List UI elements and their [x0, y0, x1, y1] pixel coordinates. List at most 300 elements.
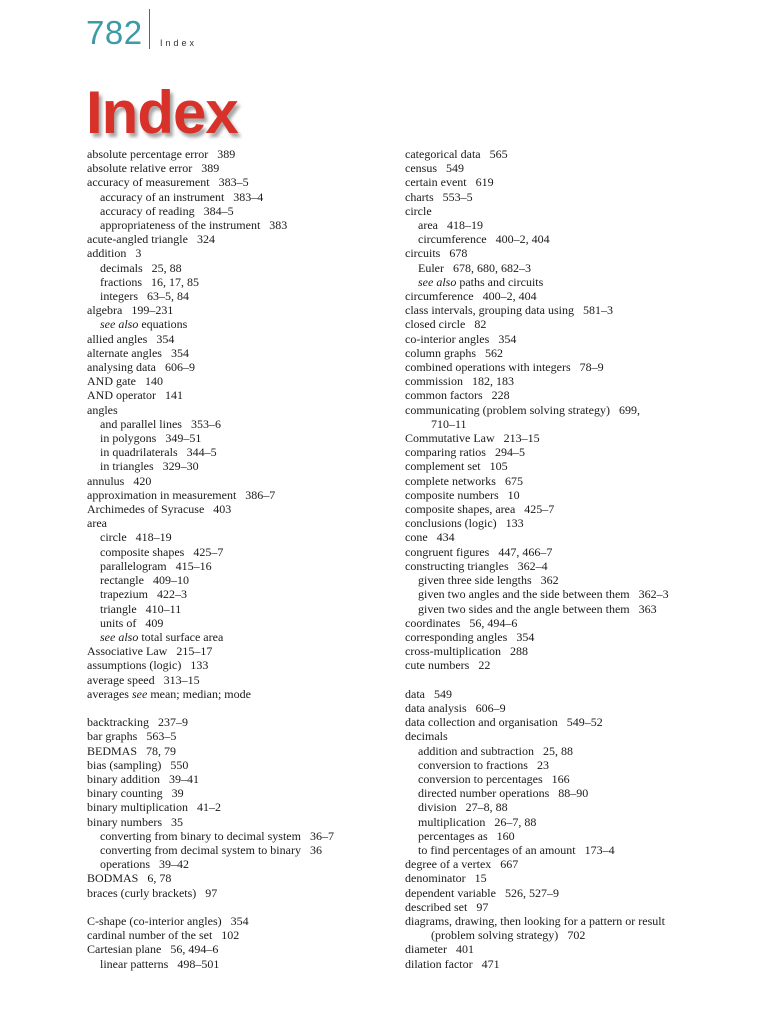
index-term: and parallel lines: [100, 416, 182, 431]
index-term: constructing triangles: [405, 558, 509, 573]
index-term: BEDMAS: [87, 743, 138, 758]
index-term: corresponding angles: [405, 629, 508, 644]
index-pages: 39–42: [159, 857, 189, 872]
index-entry: [87, 147, 387, 161]
index-pages: 619: [475, 175, 494, 190]
index-term: data collection and organisation: [405, 715, 558, 730]
index-entry: [87, 388, 387, 402]
index-entry: [87, 275, 387, 289]
index-pages: 41–2: [196, 800, 221, 815]
index-pages: 97: [476, 899, 489, 914]
index-term: decimals: [405, 729, 448, 744]
index-entry: [87, 488, 387, 502]
index-entry: [405, 303, 705, 317]
index-term: assumptions (logic): [87, 658, 182, 673]
index-pages: 353–6: [190, 416, 221, 431]
index-pages: 562: [485, 345, 503, 360]
index-entry: [87, 616, 387, 630]
index-entry: [405, 502, 705, 516]
index-pages: 678, 680, 682–3: [453, 260, 531, 275]
index-term: trapezium: [100, 587, 148, 602]
index-term: Euler: [418, 260, 444, 275]
index-pages: 362–3: [638, 587, 669, 602]
index-entry: [87, 758, 387, 772]
index-term: percentages as: [418, 828, 488, 843]
index-entry: [87, 914, 387, 928]
index-term: composite shapes, area: [405, 502, 516, 517]
index-pages: 389: [201, 161, 220, 176]
index-entry: [87, 843, 387, 857]
see-label: see: [131, 686, 148, 701]
index-term: Cartesian plane: [87, 942, 162, 957]
index-entry: [87, 673, 387, 687]
index-pages: 363: [638, 601, 657, 616]
index-term: communicating (problem solving strategy): [405, 402, 610, 417]
index-entry: [405, 701, 705, 715]
index-entry: [405, 488, 705, 502]
index-term: linear patterns: [100, 956, 169, 971]
index-entry: [405, 715, 705, 729]
index-term: binary addition: [87, 771, 160, 786]
index-entry: [405, 573, 705, 587]
index-pages: 349–51: [165, 431, 202, 446]
index-term: class intervals, grouping data using: [405, 303, 574, 318]
index-pages: 329–30: [162, 459, 199, 474]
index-term: circumference: [418, 232, 487, 247]
index-term: rectangle: [100, 573, 144, 588]
index-pages: 471: [481, 956, 500, 971]
index-pages: 173–4: [584, 842, 615, 857]
index-term: units of: [100, 615, 137, 630]
index-pages: 354: [498, 331, 517, 346]
index-entry: [87, 261, 387, 275]
index-entry: [405, 190, 705, 204]
index-pages: 199–231: [131, 303, 174, 318]
index-pages: 160: [496, 828, 515, 843]
index-entry: [87, 658, 387, 672]
index-term: multiplication: [418, 814, 486, 829]
index-term: charts: [405, 189, 434, 204]
index-entry: [405, 474, 705, 488]
index-pages: 667: [500, 857, 519, 872]
index-term: denominator: [405, 871, 466, 886]
index-term: described set: [405, 899, 468, 914]
see-also-label: see also: [418, 274, 457, 289]
index-pages: 383–4: [233, 189, 264, 204]
index-pages: 36–7: [309, 828, 334, 843]
index-term: column graphs: [405, 345, 476, 360]
index-pages: 36: [309, 842, 322, 857]
index-pages: 25, 88: [542, 743, 573, 758]
index-entry: [87, 403, 387, 417]
index-entry: [405, 431, 705, 445]
index-entry: [87, 800, 387, 814]
index-term: Associative Law: [87, 644, 168, 659]
index-entry: [87, 431, 387, 445]
index-term: to find percentages of an amount: [418, 842, 576, 857]
index-entry: [405, 914, 705, 928]
index-entry: [405, 403, 705, 417]
index-pages: 26–7, 88: [494, 814, 537, 829]
index-term: area: [418, 218, 438, 233]
index-term: coordinates: [405, 615, 461, 630]
index-term: categorical data: [405, 147, 481, 161]
index-section-gap: [405, 673, 705, 687]
index-pages: 563–5: [146, 729, 177, 744]
see-also-label: see also: [100, 629, 139, 644]
index-term: braces (curly brackets): [87, 885, 197, 900]
index-entry: [405, 545, 705, 559]
index-term: common factors: [405, 388, 483, 403]
index-entry: [405, 559, 705, 573]
index-entry: [87, 815, 387, 829]
index-entry: [405, 417, 705, 431]
index-entry: [87, 516, 387, 530]
index-pages: 699,: [618, 402, 640, 417]
index-entry: [405, 786, 705, 800]
index-term: in quadrilaterals: [100, 445, 178, 460]
index-pages: 403: [213, 502, 232, 517]
index-entry: [87, 559, 387, 573]
index-entry: [405, 218, 705, 232]
index-entry: [405, 332, 705, 346]
index-pages: 166: [551, 771, 570, 786]
index-term: closed circle: [405, 317, 466, 332]
index-term: C-shape (co-interior angles): [87, 913, 222, 928]
index-entry: [405, 800, 705, 814]
index-entry: [405, 246, 705, 260]
index-term: cross-multiplication: [405, 644, 501, 659]
index-entry: [87, 928, 387, 942]
index-term: degree of a vertex: [405, 857, 492, 872]
index-entry: [405, 289, 705, 303]
index-entry: [87, 545, 387, 559]
index-term: cone: [405, 530, 428, 545]
index-entry: [87, 786, 387, 800]
index-term: fractions: [100, 274, 142, 289]
index-pages: 362: [540, 573, 559, 588]
index-term: absolute relative error: [87, 161, 193, 176]
index-term: data analysis: [405, 700, 467, 715]
index-pages: 354: [230, 913, 249, 928]
index-entry: [87, 190, 387, 204]
index-pages: 313–15: [163, 672, 200, 687]
index-entry: [405, 388, 705, 402]
index-pages: 39–41: [168, 771, 199, 786]
index-term: alternate angles: [87, 345, 162, 360]
index-term: combined operations with integers: [405, 360, 571, 375]
index-pages: 526, 527–9: [504, 885, 559, 900]
index-section-gap: [87, 701, 387, 715]
index-pages: 447, 466–7: [498, 544, 553, 559]
index-pages: 606–9: [475, 700, 506, 715]
index-term: analysing data: [87, 360, 156, 375]
index-entry: [87, 729, 387, 743]
index-term: cute numbers: [405, 658, 470, 673]
index-pages: 102: [221, 928, 240, 943]
index-entry: [87, 687, 387, 701]
index-term: backtracking: [87, 715, 149, 730]
index-term: in polygons: [100, 431, 157, 446]
index-term: certain event: [405, 175, 467, 190]
index-pages: 105: [489, 459, 508, 474]
index-pages: 15: [474, 871, 487, 886]
index-term: data: [405, 686, 425, 701]
index-pages: 25, 88: [151, 260, 182, 275]
index-pages: 410–11: [145, 601, 182, 616]
index-pages: 27–8, 88: [465, 800, 508, 815]
index-entry: [405, 758, 705, 772]
index-term: angles: [87, 402, 118, 417]
index-entry: [405, 843, 705, 857]
index-pages: 133: [190, 658, 209, 673]
index-pages: 82: [474, 317, 487, 332]
index-entry: [87, 317, 387, 331]
index-pages: 354: [156, 331, 175, 346]
index-entry: [405, 658, 705, 672]
index-entry: [87, 332, 387, 346]
index-pages: 344–5: [186, 445, 217, 460]
index-entry: [87, 530, 387, 544]
header-divider: [149, 9, 150, 49]
index-entry: [405, 175, 705, 189]
index-pages: 88–90: [558, 786, 589, 801]
index-entry: [87, 715, 387, 729]
index-entry: [87, 289, 387, 303]
index-term: bias (sampling): [87, 757, 162, 772]
index-entry: [87, 175, 387, 189]
index-pages: 710–11: [431, 416, 467, 431]
index-term: complement set: [405, 459, 481, 474]
index-pages: 288: [509, 644, 528, 659]
index-entry: [405, 530, 705, 544]
index-term: co-interior angles: [405, 331, 490, 346]
index-entry: [87, 161, 387, 175]
index-term: complete networks: [405, 473, 496, 488]
index-term: binary numbers: [87, 814, 162, 829]
index-pages: 56, 494–6: [469, 615, 518, 630]
index-entry: [87, 445, 387, 459]
index-term: in triangles: [100, 459, 154, 474]
index-term: circumference: [405, 289, 474, 304]
index-entry: [405, 815, 705, 829]
index-entry: [87, 360, 387, 374]
index-entry: [405, 957, 705, 971]
index-entry: [87, 374, 387, 388]
index-pages: 354: [170, 345, 189, 360]
index-term: parallelogram: [100, 558, 167, 573]
index-term: paths and circuits: [459, 274, 544, 289]
index-term: binary multiplication: [87, 800, 188, 815]
index-pages: 354: [516, 629, 535, 644]
index-entry: [87, 232, 387, 246]
index-section-gap: [87, 900, 387, 914]
index-pages: 294–5: [494, 445, 525, 460]
index-pages: 418–19: [135, 530, 172, 545]
index-pages: 78–9: [579, 360, 604, 375]
index-pages: 425–7: [524, 502, 555, 517]
index-entry: [405, 644, 705, 658]
index-pages: 63–5, 84: [147, 289, 189, 304]
index-entry: [405, 630, 705, 644]
index-pages: 97: [205, 885, 218, 900]
index-term: total surface area: [141, 629, 224, 644]
index-pages: 389: [217, 147, 236, 161]
index-pages: 386–7: [245, 487, 276, 502]
index-term: given two angles and the side between them: [418, 587, 630, 602]
index-pages: 22: [478, 658, 491, 673]
index-term: diagrams, drawing, then looking for a pattern or result: [405, 913, 665, 928]
index-pages: 237–9: [157, 715, 188, 730]
index-term: diameter: [405, 942, 447, 957]
index-pages: 678: [449, 246, 468, 261]
index-term: decimals: [100, 260, 143, 275]
index-term: binary counting: [87, 786, 163, 801]
index-pages: 553–5: [442, 189, 473, 204]
index-term: absolute percentage error: [87, 147, 209, 161]
index-pages: 675: [504, 473, 523, 488]
running-head: Index: [160, 38, 198, 48]
index-entry: [87, 459, 387, 473]
index-entry: [87, 573, 387, 587]
index-term: BODMAS: [87, 871, 139, 886]
index-entry: [405, 744, 705, 758]
index-entry: [405, 232, 705, 246]
index-entry: [87, 829, 387, 843]
index-column-right: [405, 147, 705, 971]
index-entry: [87, 857, 387, 871]
index-term: triangle: [100, 601, 137, 616]
index-entry: [87, 644, 387, 658]
index-pages: 56, 494–6: [170, 942, 219, 957]
index-pages: 565: [489, 147, 508, 161]
index-pages: 498–501: [177, 956, 220, 971]
index-term: operations: [100, 857, 150, 872]
index-pages: 400–2, 404: [495, 232, 550, 247]
index-pages: 549–52: [566, 715, 603, 730]
index-term: algebra: [87, 303, 123, 318]
index-pages: 418–19: [446, 218, 483, 233]
index-entry: [87, 744, 387, 758]
see-also-label: see also: [100, 317, 139, 332]
index-entry: [405, 445, 705, 459]
index-pages: 324: [196, 232, 215, 247]
index-entry: [405, 928, 705, 942]
index-term: commission: [405, 374, 464, 389]
index-term: acute-angled triangle: [87, 232, 188, 247]
index-term: comparing ratios: [405, 445, 486, 460]
index-term: annulus: [87, 473, 125, 488]
index-term: Archimedes of Syracuse: [87, 502, 205, 517]
index-pages: 702: [567, 928, 586, 943]
index-entry: [87, 417, 387, 431]
index-entry: [405, 729, 705, 743]
page-number: 782: [86, 14, 143, 51]
index-pages: 35: [170, 814, 183, 829]
index-entry: [405, 147, 705, 161]
index-entry: [405, 374, 705, 388]
index-entry: [87, 246, 387, 260]
index-pages: 16, 17, 85: [150, 274, 199, 289]
index-term: AND gate: [87, 374, 136, 389]
index-pages: 383–5: [218, 175, 249, 190]
index-pages: 400–2, 404: [482, 289, 537, 304]
index-entry: [405, 516, 705, 530]
index-term: dependent variable: [405, 885, 496, 900]
index-term: division: [418, 800, 457, 815]
index-entry: [405, 602, 705, 616]
index-term: bar graphs: [87, 729, 138, 744]
index-term: accuracy of an instrument: [100, 189, 225, 204]
index-entry: [87, 204, 387, 218]
index-term: congruent figures: [405, 544, 490, 559]
index-term: circle: [100, 530, 127, 545]
index-pages: 384–5: [203, 203, 234, 218]
index-pages: 228: [491, 388, 510, 403]
index-pages: 415–16: [175, 558, 212, 573]
index-column-left: [87, 147, 387, 971]
index-entry: [87, 630, 387, 644]
index-entry: [87, 587, 387, 601]
index-entry: [87, 772, 387, 786]
index-entry: [405, 346, 705, 360]
index-entry: [405, 772, 705, 786]
index-pages: 3: [135, 246, 142, 261]
index-term: approximation in measurement: [87, 487, 237, 502]
index-pages: 401: [455, 942, 474, 957]
index-term: addition: [87, 246, 127, 261]
index-term: dilation factor: [405, 956, 473, 971]
index-term: (problem solving strategy): [431, 928, 559, 943]
index-entry: [405, 942, 705, 956]
index-entry: [87, 474, 387, 488]
index-term: area: [87, 516, 107, 531]
index-pages: 550: [170, 757, 189, 772]
index-entry: [405, 204, 705, 218]
index-entry: [405, 829, 705, 843]
index-term: average speed: [87, 672, 155, 687]
index-entry: [87, 602, 387, 616]
index-entry: [87, 218, 387, 232]
index-entry: [87, 346, 387, 360]
index-pages: 549: [446, 161, 464, 176]
index-pages: 422–3: [156, 587, 187, 602]
index-term: allied angles: [87, 331, 148, 346]
index-term: conversion to fractions: [418, 757, 528, 772]
index-term: conclusions (logic): [405, 516, 497, 531]
index-entry: [405, 900, 705, 914]
index-pages: 78, 79: [146, 743, 177, 758]
index-pages: 39: [171, 786, 184, 801]
index-term: conversion to percentages: [418, 771, 543, 786]
index-entry: [405, 317, 705, 331]
index-term: given three side lengths: [418, 573, 532, 588]
index-entry: [405, 261, 705, 275]
index-entry: [405, 360, 705, 374]
index-pages: 140: [144, 374, 163, 389]
index-entry: [405, 161, 705, 175]
index-pages: 182, 183: [472, 374, 515, 389]
index-pages: 23: [536, 757, 549, 772]
index-pages: 213–15: [503, 431, 540, 446]
index-term: averages: [87, 686, 129, 701]
index-entry: [87, 502, 387, 516]
index-term: converting from binary to decimal system: [100, 828, 301, 843]
index-pages: 409: [145, 615, 164, 630]
index-pages: 383: [269, 218, 288, 233]
index-entry: [87, 957, 387, 971]
index-term: accuracy of reading: [100, 203, 195, 218]
